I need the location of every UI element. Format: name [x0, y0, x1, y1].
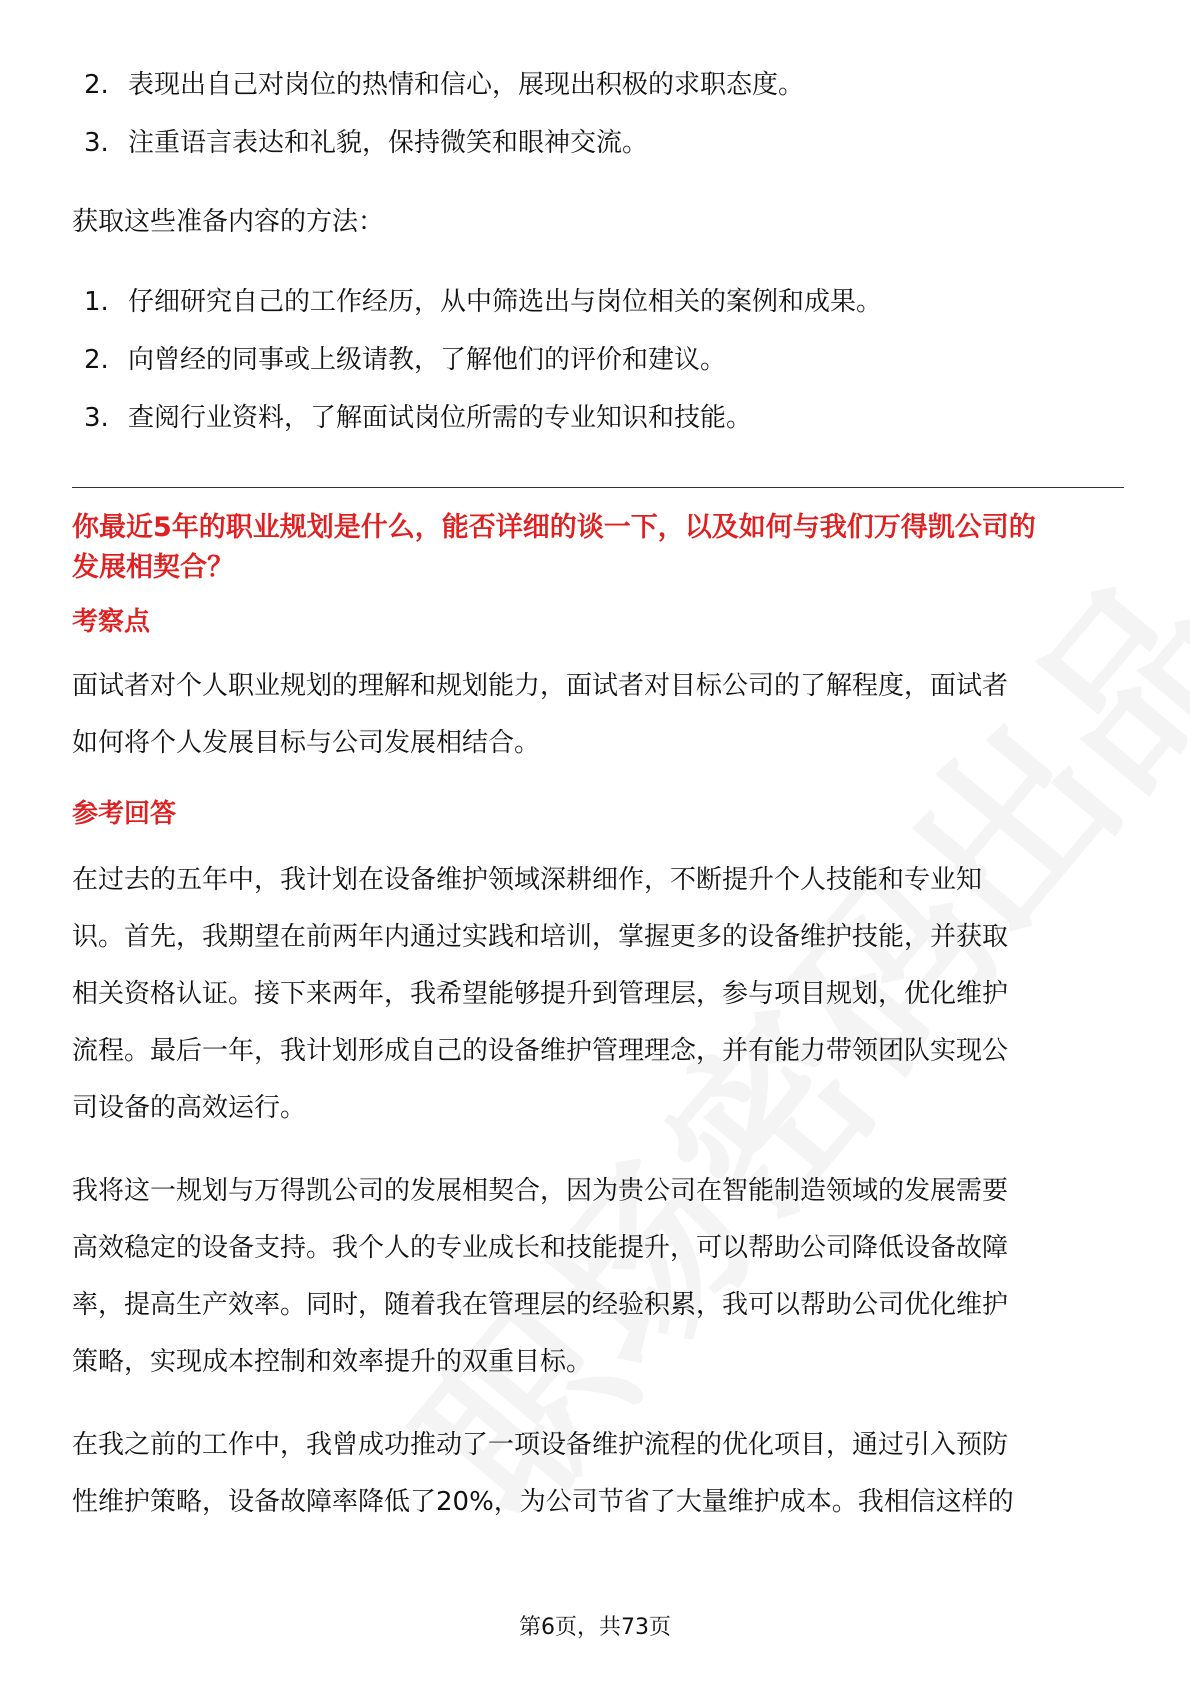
list-text: 表现出自己对岗位的热情和信心，展现出积极的求职态度。 — [128, 70, 805, 100]
list-text: 仔细研究自己的工作经历，从中筛选出与岗位相关的案例和成果。 — [128, 287, 883, 317]
answer-heading: 参考回答 — [72, 799, 177, 829]
text-line: 流程。最后一年，我计划形成自己的设备维护管理理念，并有能力带领团队实现公 — [72, 1036, 1009, 1066]
text-line: 面试者对个人职业规划的理解和规划能力，面试者对目标公司的了解程度，面试者 — [72, 671, 1009, 701]
page-content — [72, 56, 1130, 1531]
list-item — [72, 331, 1130, 389]
question-line: 你最近5年的职业规划是什么，能否详细的谈一下，以及如何与我们万得凯公司的 — [72, 512, 1036, 543]
text-line: 我将这一规划与万得凯公司的发展相契合，因为贵公司在智能制造领域的发展需要 — [72, 1176, 1009, 1206]
list-item — [72, 114, 1130, 172]
text-line: 司设备的高效运行。 — [72, 1093, 307, 1123]
list-text: 查阅行业资料，了解面试岗位所需的专业知识和技能。 — [128, 403, 753, 433]
section-divider — [72, 487, 1124, 488]
text-line: 在过去的五年中，我计划在设备维护领域深耕细作，不断提升个人技能和专业知 — [72, 865, 983, 895]
text-line: 相关资格认证。接下来两年，我希望能够提升到管理层，参与项目规划，优化维护 — [72, 979, 1009, 1009]
text-line: 策略，实现成本控制和效率提升的双重目标。 — [72, 1347, 593, 1377]
question-title — [72, 508, 1130, 588]
methods-intro: 获取这些准备内容的方法： — [72, 207, 385, 237]
text-line: 率，提高生产效率。同时，随着我在管理层的经验积累，我可以帮助公司优化维护 — [72, 1290, 1009, 1320]
list-number: 1. — [84, 287, 109, 317]
list-number: 3. — [84, 128, 109, 158]
list-text: 向曾经的同事或上级请教，了解他们的评价和建议。 — [128, 345, 727, 375]
answer-paragraph-2 — [72, 1163, 1130, 1391]
answer-paragraph-1 — [72, 852, 1130, 1137]
methods-list — [72, 273, 1130, 447]
list-item — [72, 389, 1130, 447]
list-number: 2. — [84, 70, 109, 100]
answer-paragraph-3 — [72, 1417, 1130, 1531]
focus-paragraph — [72, 658, 1130, 772]
text-line: 识。首先，我期望在前两年内通过实践和培训，掌握更多的设备维护技能，并获取 — [72, 922, 1009, 952]
tips-list — [72, 56, 1130, 172]
list-number: 3. — [84, 403, 109, 433]
text-line: 如何将个人发展目标与公司发展相结合。 — [72, 728, 541, 758]
text-line: 性维护策略，设备故障率降低了20%，为公司节省了大量维护成本。我相信这样的 — [72, 1487, 1014, 1517]
list-item — [72, 56, 1130, 114]
page-number-footer: 第6页，共73页 — [519, 1615, 671, 1640]
text-line: 高效稳定的设备支持。我个人的专业成长和技能提升，可以帮助公司降低设备故障 — [72, 1233, 1009, 1263]
focus-heading: 考察点 — [72, 607, 151, 637]
list-item — [72, 273, 1130, 331]
text-line: 在我之前的工作中，我曾成功推动了一项设备维护流程的优化项目，通过引入预防 — [72, 1430, 1009, 1460]
list-text: 注重语言表达和礼貌，保持微笑和眼神交流。 — [128, 128, 649, 158]
question-line: 发展相契合？ — [72, 552, 234, 583]
list-number: 2. — [84, 345, 109, 375]
